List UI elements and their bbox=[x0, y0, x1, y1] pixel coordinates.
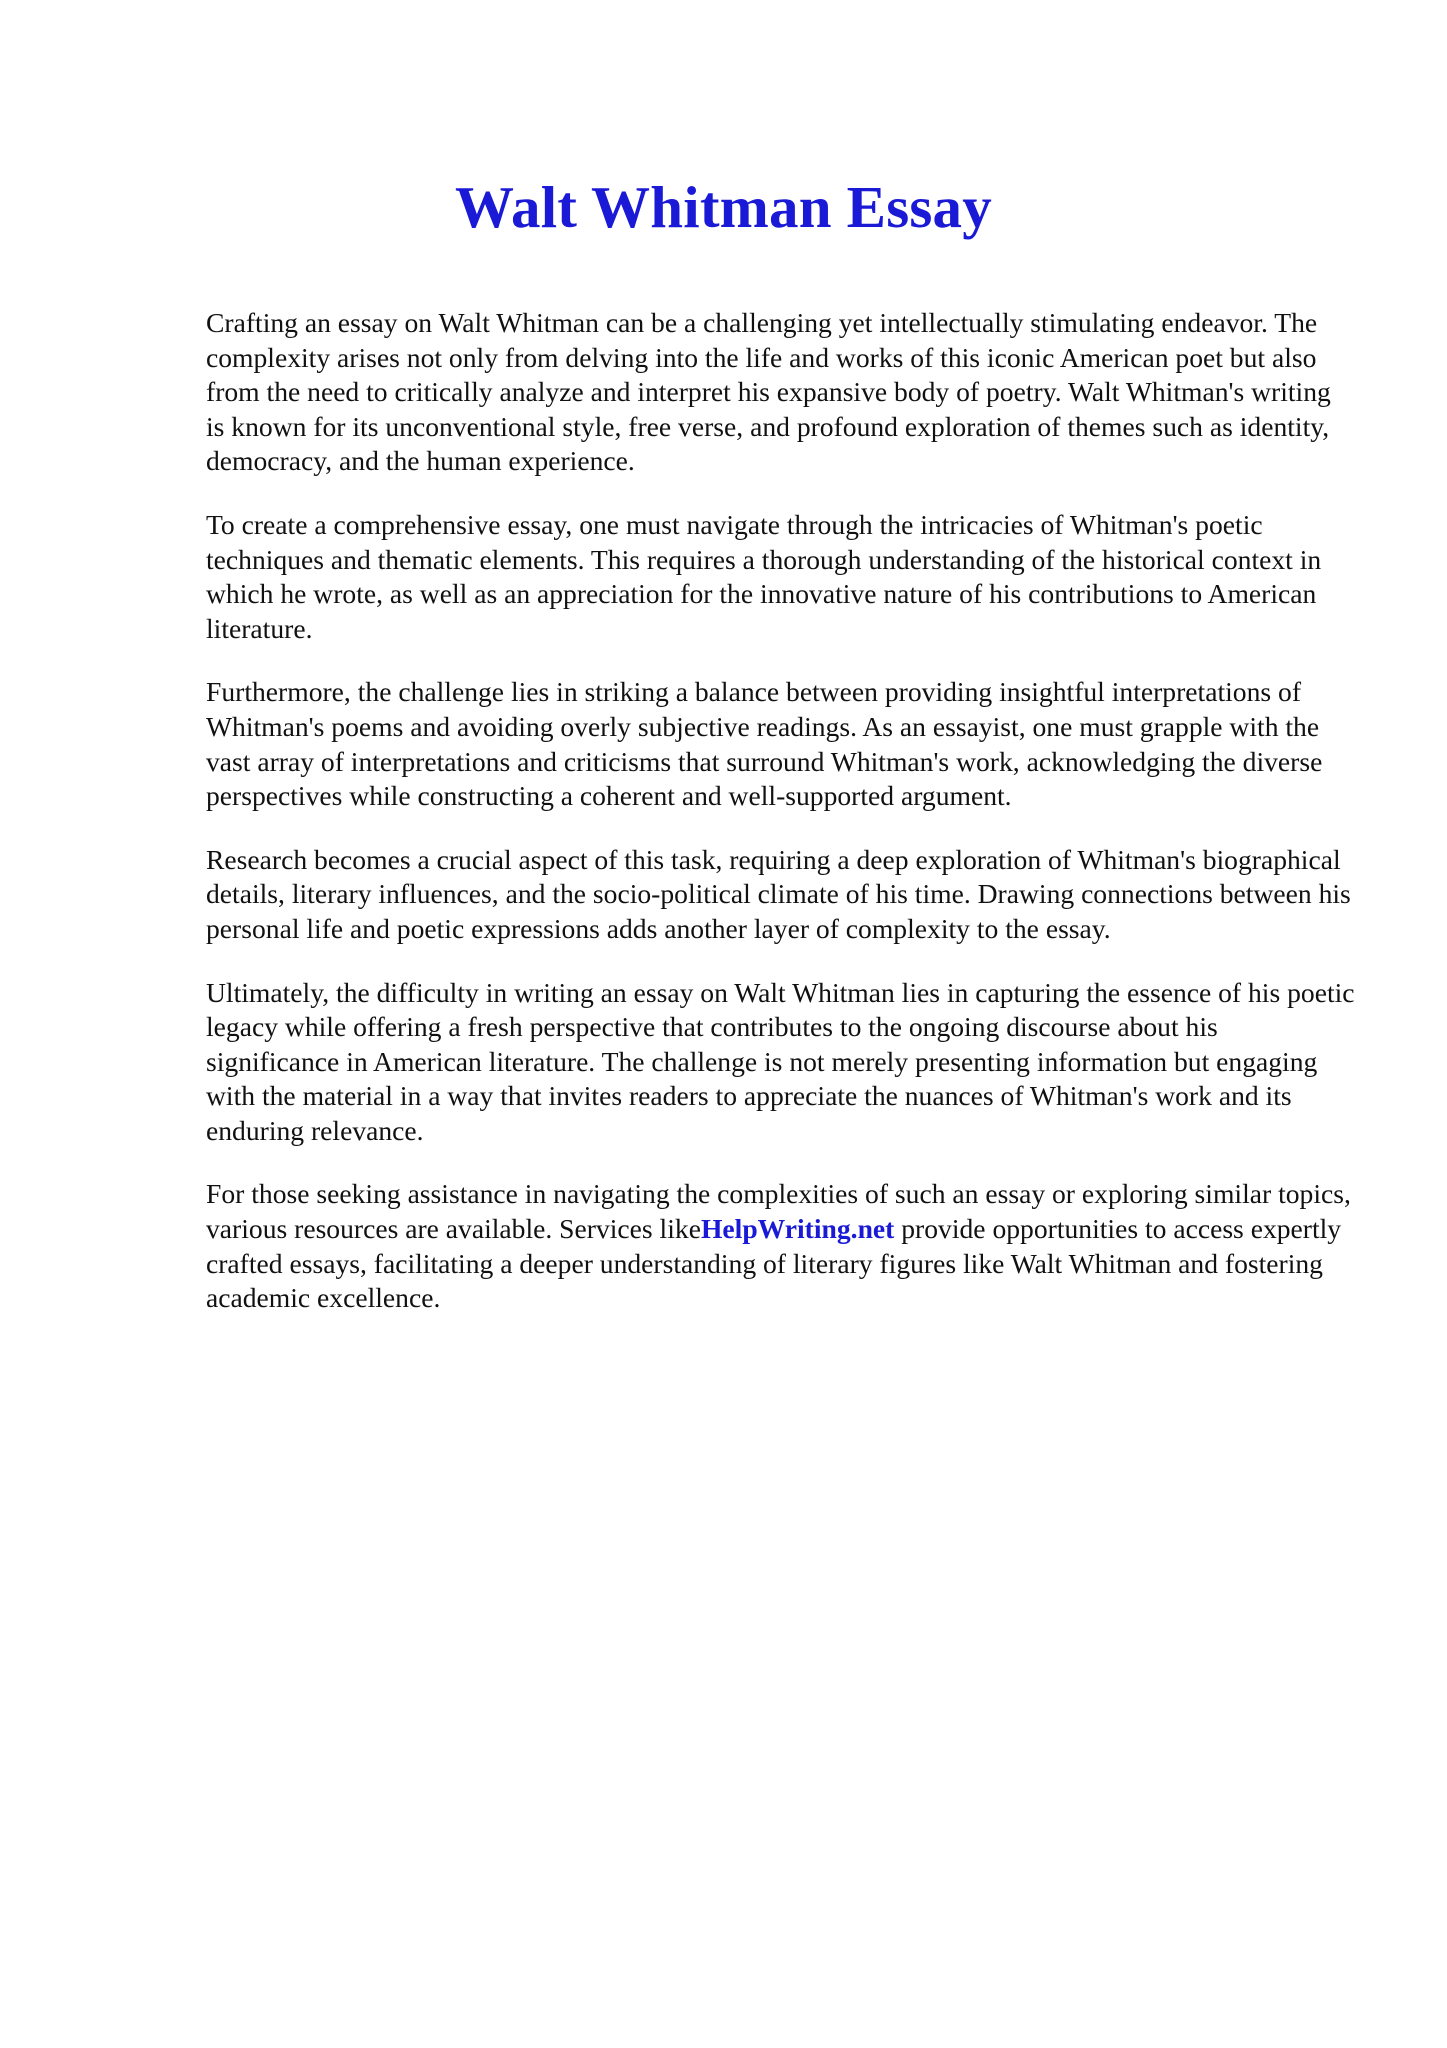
page-title: Walt Whitman Essay bbox=[455, 174, 992, 240]
paragraph-2: To create a comprehensive essay, one must navigate through the intricacies of Whitman's poetic techniques and thematic elements. This requires a thorough understanding of the historical context in which he wrote, as well as an appreciation for the innovative nature of his contributions to American literature. bbox=[206, 508, 1322, 644]
paragraph-6-after-link: provide opportunities to access expertly crafted essays, facilitating a deeper understanding of literary figures like Walt Whitman and fostering academic excellence. bbox=[206, 1213, 1342, 1314]
paragraph-3: Furthermore, the challenge lies in striking a balance between providing insightful interpretations of Whitman's poems and avoiding overly subjective readings. As an essayist, one must grapple with the vast array of interpretations and criticisms that surround Whitman's work, acknowledging the diverse perspectives while constructing a coherent and well-supported argument. bbox=[206, 676, 1323, 812]
helpwriting-link[interactable]: HelpWriting.net bbox=[700, 1213, 895, 1245]
essay-body bbox=[206, 306, 1356, 1345]
paragraph-1: Crafting an essay on Walt Whitman can be a challenging yet intellectually stimulating endeavor. The complexity arises not only from delving into the life and works of this iconic American poet but also from the need to critically analyze and interpret his expansive body of poetry. Walt Whitman's writing is known for its unconventional style, free verse, and profound exploration of themes such as identity, democracy, and the human experience. bbox=[206, 307, 1331, 477]
paragraph-5: Ultimately, the difficulty in writing an essay on Walt Whitman lies in capturing the essence of his poetic legacy while offering a fresh perspective that contributes to the ongoing discourse about his significance in American literature. The challenge is not merely presenting information but engaging with the material in a way that invites readers to appreciate the nuances of Whitman's work and its enduring relevance. bbox=[206, 976, 1355, 1146]
paragraph-4: Research becomes a crucial aspect of this task, requiring a deep exploration of Whitman's biographical details, literary influences, and the socio-political climate of his time. Drawing connections between his personal life and poetic expressions adds another layer of complexity to the essay. bbox=[206, 843, 1351, 944]
paragraph-6-before-link: For those seeking assistance in navigating the complexities of such an essay or exploring similar topics, various resources are available. Services like bbox=[206, 1178, 1351, 1245]
paragraph-6 bbox=[206, 1177, 1356, 1315]
